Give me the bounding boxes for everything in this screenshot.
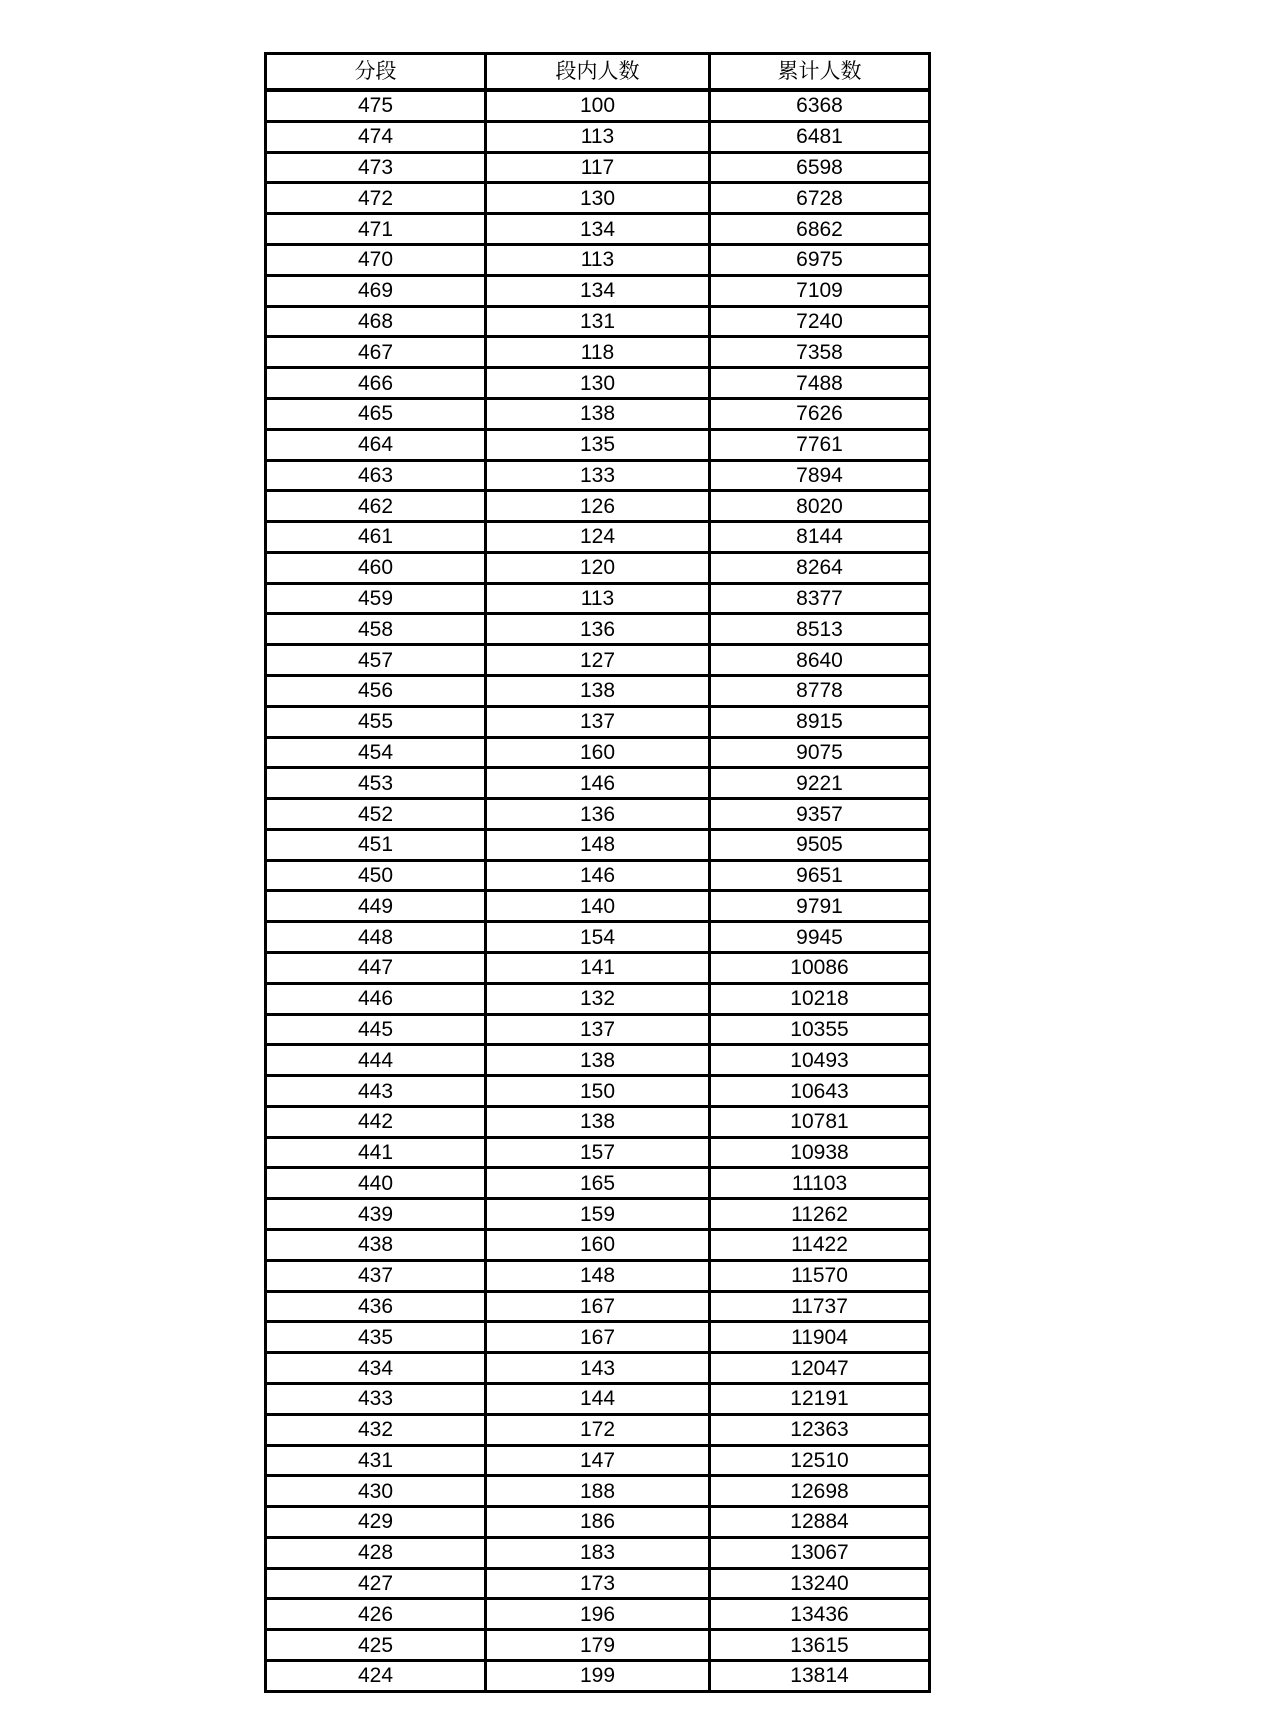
- cell-cumulative-count: 8377: [710, 583, 930, 614]
- cell-segment: 473: [266, 152, 486, 183]
- cell-segment: 454: [266, 737, 486, 768]
- table-row: [266, 552, 930, 583]
- cell-count-in-segment: 127: [486, 645, 710, 676]
- cell-segment: 469: [266, 275, 486, 306]
- cell-cumulative-count: 13814: [710, 1660, 930, 1691]
- cell-count-in-segment: 138: [486, 1045, 710, 1076]
- cell-count-in-segment: 117: [486, 152, 710, 183]
- cell-cumulative-count: 8264: [710, 552, 930, 583]
- cell-count-in-segment: 172: [486, 1414, 710, 1445]
- cell-count-in-segment: 136: [486, 614, 710, 645]
- table-row: [266, 152, 930, 183]
- table-row: [266, 1199, 930, 1230]
- cell-count-in-segment: 118: [486, 337, 710, 368]
- cell-segment: 437: [266, 1260, 486, 1291]
- cell-cumulative-count: 9945: [710, 922, 930, 953]
- cell-count-in-segment: 138: [486, 398, 710, 429]
- cell-cumulative-count: 11570: [710, 1260, 930, 1291]
- cell-cumulative-count: 7626: [710, 398, 930, 429]
- cell-count-in-segment: 137: [486, 706, 710, 737]
- cell-segment: 449: [266, 891, 486, 922]
- cell-cumulative-count: 11262: [710, 1199, 930, 1230]
- table-header-row: [266, 54, 930, 91]
- table-row: [266, 645, 930, 676]
- table-row: [266, 1660, 930, 1691]
- cell-segment: 472: [266, 183, 486, 214]
- table-row: [266, 1353, 930, 1384]
- cell-segment: 425: [266, 1630, 486, 1661]
- cell-cumulative-count: 7488: [710, 368, 930, 399]
- cell-cumulative-count: 10938: [710, 1137, 930, 1168]
- cell-count-in-segment: 133: [486, 460, 710, 491]
- table-row: [266, 1045, 930, 1076]
- cell-cumulative-count: 11904: [710, 1322, 930, 1353]
- cell-segment: 465: [266, 398, 486, 429]
- cell-count-in-segment: 113: [486, 583, 710, 614]
- cell-segment: 441: [266, 1137, 486, 1168]
- cell-cumulative-count: 13615: [710, 1630, 930, 1661]
- cell-count-in-segment: 167: [486, 1291, 710, 1322]
- cell-segment: 432: [266, 1414, 486, 1445]
- cell-cumulative-count: 10086: [710, 953, 930, 984]
- table-row: [266, 1383, 930, 1414]
- cell-segment: 474: [266, 121, 486, 152]
- cell-count-in-segment: 157: [486, 1137, 710, 1168]
- cell-count-in-segment: 146: [486, 768, 710, 799]
- cell-segment: 430: [266, 1476, 486, 1507]
- cell-segment: 450: [266, 860, 486, 891]
- cell-cumulative-count: 13436: [710, 1599, 930, 1630]
- table-row: [266, 953, 930, 984]
- cell-segment: 475: [266, 90, 486, 121]
- cell-count-in-segment: 148: [486, 829, 710, 860]
- table-row: [266, 214, 930, 245]
- cell-segment: 466: [266, 368, 486, 399]
- cell-cumulative-count: 10493: [710, 1045, 930, 1076]
- cell-cumulative-count: 8915: [710, 706, 930, 737]
- cell-count-in-segment: 144: [486, 1383, 710, 1414]
- cell-cumulative-count: 11103: [710, 1168, 930, 1199]
- table-row: [266, 522, 930, 553]
- cell-count-in-segment: 130: [486, 183, 710, 214]
- table-row: [266, 491, 930, 522]
- cell-segment: 462: [266, 491, 486, 522]
- column-header-count-in-segment: 段内人数: [486, 54, 710, 91]
- cell-cumulative-count: 12363: [710, 1414, 930, 1445]
- cell-count-in-segment: 196: [486, 1599, 710, 1630]
- cell-count-in-segment: 140: [486, 891, 710, 922]
- table-row: [266, 337, 930, 368]
- cell-cumulative-count: 12191: [710, 1383, 930, 1414]
- cell-count-in-segment: 179: [486, 1630, 710, 1661]
- cell-cumulative-count: 6598: [710, 152, 930, 183]
- table-row: [266, 429, 930, 460]
- table-row: [266, 1507, 930, 1538]
- table-row: [266, 829, 930, 860]
- table-row: [266, 675, 930, 706]
- cell-segment: 443: [266, 1076, 486, 1107]
- cell-count-in-segment: 120: [486, 552, 710, 583]
- cell-count-in-segment: 131: [486, 306, 710, 337]
- cell-cumulative-count: 10218: [710, 983, 930, 1014]
- column-header-segment: 分段: [266, 54, 486, 91]
- cell-count-in-segment: 160: [486, 737, 710, 768]
- cell-count-in-segment: 167: [486, 1322, 710, 1353]
- table-row: [266, 737, 930, 768]
- cell-segment: 445: [266, 1014, 486, 1045]
- cell-cumulative-count: 8778: [710, 675, 930, 706]
- cell-segment: 439: [266, 1199, 486, 1230]
- table-row: [266, 1630, 930, 1661]
- table-row: [266, 891, 930, 922]
- cell-segment: 456: [266, 675, 486, 706]
- cell-count-in-segment: 143: [486, 1353, 710, 1384]
- cell-cumulative-count: 12698: [710, 1476, 930, 1507]
- cell-segment: 427: [266, 1568, 486, 1599]
- cell-segment: 436: [266, 1291, 486, 1322]
- table-row: [266, 90, 930, 121]
- table-row: [266, 1599, 930, 1630]
- cell-segment: 428: [266, 1537, 486, 1568]
- cell-segment: 453: [266, 768, 486, 799]
- cell-cumulative-count: 12047: [710, 1353, 930, 1384]
- cell-segment: 452: [266, 799, 486, 830]
- cell-cumulative-count: 13067: [710, 1537, 930, 1568]
- cell-segment: 467: [266, 337, 486, 368]
- cell-segment: 455: [266, 706, 486, 737]
- table-row: [266, 1291, 930, 1322]
- table-row: [266, 1014, 930, 1045]
- cell-cumulative-count: 6368: [710, 90, 930, 121]
- cell-count-in-segment: 134: [486, 275, 710, 306]
- cell-segment: 424: [266, 1660, 486, 1691]
- cell-cumulative-count: 6975: [710, 245, 930, 276]
- cell-cumulative-count: 7109: [710, 275, 930, 306]
- cell-count-in-segment: 186: [486, 1507, 710, 1538]
- cell-cumulative-count: 8640: [710, 645, 930, 676]
- cell-count-in-segment: 130: [486, 368, 710, 399]
- table-row: [266, 799, 930, 830]
- cell-segment: 442: [266, 1106, 486, 1137]
- table-row: [266, 922, 930, 953]
- table-row: [266, 275, 930, 306]
- cell-cumulative-count: 7240: [710, 306, 930, 337]
- table-row: [266, 1414, 930, 1445]
- table-row: [266, 1445, 930, 1476]
- table-row: [266, 583, 930, 614]
- table-row: [266, 1106, 930, 1137]
- cell-segment: 434: [266, 1353, 486, 1384]
- cell-count-in-segment: 137: [486, 1014, 710, 1045]
- cell-count-in-segment: 100: [486, 90, 710, 121]
- cell-segment: 463: [266, 460, 486, 491]
- cell-cumulative-count: 9221: [710, 768, 930, 799]
- cell-segment: 444: [266, 1045, 486, 1076]
- cell-cumulative-count: 7358: [710, 337, 930, 368]
- cell-cumulative-count: 6862: [710, 214, 930, 245]
- table-row: [266, 245, 930, 276]
- cell-segment: 460: [266, 552, 486, 583]
- cell-segment: 468: [266, 306, 486, 337]
- cell-segment: 435: [266, 1322, 486, 1353]
- cell-count-in-segment: 113: [486, 121, 710, 152]
- cell-count-in-segment: 138: [486, 1106, 710, 1137]
- table-row: [266, 1076, 930, 1107]
- cell-count-in-segment: 113: [486, 245, 710, 276]
- cell-cumulative-count: 9791: [710, 891, 930, 922]
- table-row: [266, 1230, 930, 1261]
- cell-count-in-segment: 165: [486, 1168, 710, 1199]
- cell-cumulative-count: 9651: [710, 860, 930, 891]
- cell-segment: 433: [266, 1383, 486, 1414]
- cell-cumulative-count: 6481: [710, 121, 930, 152]
- cell-cumulative-count: 10355: [710, 1014, 930, 1045]
- cell-count-in-segment: 126: [486, 491, 710, 522]
- table-row: [266, 768, 930, 799]
- cell-count-in-segment: 160: [486, 1230, 710, 1261]
- cell-count-in-segment: 183: [486, 1537, 710, 1568]
- cell-cumulative-count: 11422: [710, 1230, 930, 1261]
- cell-count-in-segment: 199: [486, 1660, 710, 1691]
- cell-cumulative-count: 9357: [710, 799, 930, 830]
- cell-segment: 440: [266, 1168, 486, 1199]
- cell-count-in-segment: 138: [486, 675, 710, 706]
- table-row: [266, 1537, 930, 1568]
- table-row: [266, 306, 930, 337]
- cell-count-in-segment: 124: [486, 522, 710, 553]
- cell-cumulative-count: 9075: [710, 737, 930, 768]
- cell-count-in-segment: 159: [486, 1199, 710, 1230]
- table-row: [266, 1322, 930, 1353]
- cell-cumulative-count: 8144: [710, 522, 930, 553]
- cell-segment: 464: [266, 429, 486, 460]
- cell-cumulative-count: 8513: [710, 614, 930, 645]
- cell-cumulative-count: 9505: [710, 829, 930, 860]
- cell-segment: 471: [266, 214, 486, 245]
- table-body: [266, 90, 930, 1692]
- table-row: [266, 183, 930, 214]
- table-row: [266, 1260, 930, 1291]
- cell-cumulative-count: 7894: [710, 460, 930, 491]
- cell-cumulative-count: 12510: [710, 1445, 930, 1476]
- cell-segment: 461: [266, 522, 486, 553]
- score-distribution-table: [264, 52, 931, 1693]
- table-row: [266, 983, 930, 1014]
- cell-count-in-segment: 148: [486, 1260, 710, 1291]
- cell-cumulative-count: 12884: [710, 1507, 930, 1538]
- table-row: [266, 398, 930, 429]
- cell-segment: 446: [266, 983, 486, 1014]
- cell-count-in-segment: 134: [486, 214, 710, 245]
- table-row: [266, 614, 930, 645]
- cell-segment: 438: [266, 1230, 486, 1261]
- cell-segment: 459: [266, 583, 486, 614]
- table-row: [266, 706, 930, 737]
- cell-segment: 448: [266, 922, 486, 953]
- cell-cumulative-count: 11737: [710, 1291, 930, 1322]
- cell-count-in-segment: 154: [486, 922, 710, 953]
- cell-cumulative-count: 8020: [710, 491, 930, 522]
- cell-segment: 451: [266, 829, 486, 860]
- cell-segment: 431: [266, 1445, 486, 1476]
- table-row: [266, 1137, 930, 1168]
- cell-segment: 457: [266, 645, 486, 676]
- cell-cumulative-count: 13240: [710, 1568, 930, 1599]
- table-row: [266, 121, 930, 152]
- cell-cumulative-count: 10781: [710, 1106, 930, 1137]
- table-row: [266, 1168, 930, 1199]
- cell-segment: 458: [266, 614, 486, 645]
- cell-count-in-segment: 188: [486, 1476, 710, 1507]
- cell-cumulative-count: 6728: [710, 183, 930, 214]
- cell-segment: 470: [266, 245, 486, 276]
- table-row: [266, 460, 930, 491]
- cell-count-in-segment: 147: [486, 1445, 710, 1476]
- table-row: [266, 860, 930, 891]
- cell-count-in-segment: 146: [486, 860, 710, 891]
- cell-count-in-segment: 173: [486, 1568, 710, 1599]
- cell-segment: 426: [266, 1599, 486, 1630]
- table-row: [266, 1568, 930, 1599]
- cell-cumulative-count: 10643: [710, 1076, 930, 1107]
- table-row: [266, 1476, 930, 1507]
- cell-count-in-segment: 135: [486, 429, 710, 460]
- column-header-cumulative-count: 累计人数: [710, 54, 930, 91]
- cell-cumulative-count: 7761: [710, 429, 930, 460]
- cell-segment: 429: [266, 1507, 486, 1538]
- table-row: [266, 368, 930, 399]
- cell-segment: 447: [266, 953, 486, 984]
- cell-count-in-segment: 150: [486, 1076, 710, 1107]
- cell-count-in-segment: 141: [486, 953, 710, 984]
- cell-count-in-segment: 132: [486, 983, 710, 1014]
- cell-count-in-segment: 136: [486, 799, 710, 830]
